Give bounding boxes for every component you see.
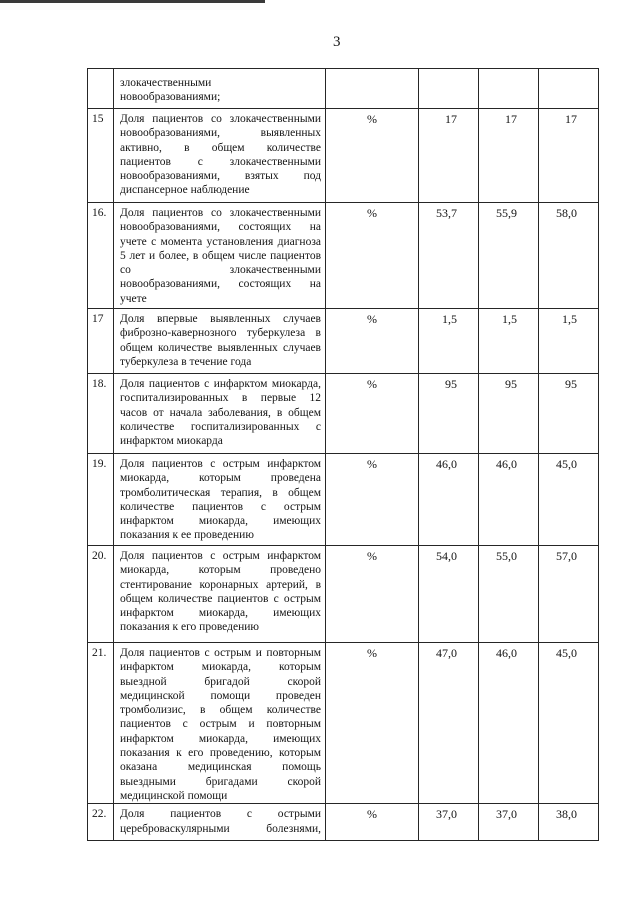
- value-cell: 55,0: [479, 546, 539, 643]
- indicator-description: [114, 546, 326, 643]
- value-cell: 37,0: [479, 804, 539, 841]
- value-cell: 1,5: [539, 309, 599, 374]
- description-line: Доля пациентов с острыми: [120, 808, 321, 821]
- table-row: [88, 454, 599, 546]
- unit-cell: %: [326, 546, 419, 643]
- value-cell: 1,5: [479, 309, 539, 374]
- table-row: [88, 309, 599, 374]
- indicator-description: [114, 203, 326, 309]
- description-line: новообразованиями, выявленных: [120, 127, 321, 140]
- description-line: показания к его проведению, которым: [120, 747, 321, 760]
- scan-edge-line: [0, 0, 265, 3]
- unit-cell: %: [326, 804, 419, 841]
- description-line: Доля пациентов с острым инфарктом: [120, 458, 321, 470]
- value-cell: 45,0: [539, 454, 599, 546]
- indicators-table-body: [88, 69, 599, 841]
- description-line: Доля пациентов со злокачественными: [120, 113, 321, 125]
- table-row: [88, 109, 599, 203]
- unit-cell: [326, 69, 419, 109]
- description-line: пациентов с злокачественными: [120, 155, 321, 168]
- description-line: Доля пациентов со злокачественными: [120, 207, 321, 219]
- description-line: количестве госпитализированных с: [120, 420, 321, 433]
- description-line: показания к его проведению: [120, 621, 259, 634]
- description-line: фиброзно-кавернозного туберкулеза в: [120, 327, 321, 340]
- description-line: 5 лет и более, в общем числе пациентов: [120, 249, 321, 262]
- value-cell: 17: [479, 109, 539, 203]
- value-cell: 47,0: [419, 643, 479, 804]
- description-line: злокачественными: [120, 77, 212, 89]
- indicator-description: [114, 643, 326, 804]
- description-line: новообразованиями;: [120, 91, 221, 104]
- description-line: выездной бригадой скорой: [120, 675, 321, 688]
- description-line: тромболизис, в общем количестве: [120, 704, 321, 717]
- description-line: активно, в общем количестве: [120, 141, 321, 154]
- unit-cell: %: [326, 309, 419, 374]
- value-cell: 38,0: [539, 804, 599, 841]
- description-line: туберкулеза в течение года: [120, 355, 252, 368]
- value-cell: 46,0: [419, 454, 479, 546]
- description-line: миокарда, которым проведена: [120, 472, 321, 485]
- unit-cell: %: [326, 374, 419, 454]
- description-line: выездными бригадами скорой: [120, 775, 321, 788]
- description-line: медицинской помощи: [120, 789, 228, 802]
- value-cell: [419, 69, 479, 109]
- value-cell: 17: [419, 109, 479, 203]
- value-cell: 17: [539, 109, 599, 203]
- description-line: Доля пациентов с инфарктом миокарда,: [120, 378, 321, 390]
- row-number: 15: [88, 109, 114, 203]
- description-line: цереброваскулярными болезнями,: [120, 822, 321, 835]
- description-line: общем количестве пациентов с острым: [120, 592, 321, 605]
- description-line: учете с момента установления диагноза: [120, 235, 321, 248]
- table-row: [88, 546, 599, 643]
- value-cell: 95: [419, 374, 479, 454]
- description-line: инфарктом миокарда, которым: [120, 661, 321, 674]
- description-line: миокарда, которым проведено: [120, 564, 321, 577]
- row-number: 20.: [88, 546, 114, 643]
- row-number: 19.: [88, 454, 114, 546]
- description-line: медицинской помощи проведен: [120, 689, 321, 702]
- value-cell: 46,0: [479, 454, 539, 546]
- indicators-table: [87, 68, 599, 841]
- value-cell: [539, 69, 599, 109]
- indicator-description: [114, 454, 326, 546]
- description-line: оказана медицинская помощь: [120, 761, 321, 774]
- row-number: 17: [88, 309, 114, 374]
- unit-cell: %: [326, 454, 419, 546]
- row-number: 16.: [88, 203, 114, 309]
- description-line: новообразованиями, состоящих на: [120, 221, 321, 234]
- value-cell: 95: [539, 374, 599, 454]
- value-cell: 46,0: [479, 643, 539, 804]
- description-line: тромболитическая терапия, в общем: [120, 486, 321, 499]
- description-line: диспансерное наблюдение: [120, 184, 250, 197]
- description-line: со злокачественными: [120, 264, 321, 277]
- description-line: инфарктом миокарда, имеющих: [120, 515, 321, 528]
- value-cell: 45,0: [539, 643, 599, 804]
- description-line: показания к ее проведению: [120, 529, 254, 542]
- description-line: общем количестве выявленных случаев: [120, 341, 321, 354]
- indicator-description: [114, 309, 326, 374]
- description-line: инфарктом миокарда: [120, 435, 223, 448]
- value-cell: 37,0: [419, 804, 479, 841]
- description-line: Доля пациентов с острым инфарктом: [120, 550, 321, 562]
- indicator-description: [114, 374, 326, 454]
- description-line: инфарктом миокарда, имеющих: [120, 607, 321, 620]
- value-cell: 53,7: [419, 203, 479, 309]
- row-number: [88, 69, 114, 109]
- description-line: часов от начала заболевания, в общем: [120, 406, 321, 419]
- description-line: новообразованиями, взятых под: [120, 170, 321, 183]
- description-line: госпитализированных в первые 12: [120, 392, 321, 405]
- row-number: 22.: [88, 804, 114, 841]
- indicator-description: [114, 69, 326, 109]
- description-line: учете: [120, 292, 147, 305]
- table-row: [88, 374, 599, 454]
- table-row: [88, 804, 599, 841]
- indicator-description: [114, 109, 326, 203]
- description-line: инфарктом миокарда, имеющих: [120, 732, 321, 745]
- description-line: пациентов с острым и повторным: [120, 718, 321, 731]
- table-row: [88, 69, 599, 109]
- value-cell: 57,0: [539, 546, 599, 643]
- table-row: [88, 203, 599, 309]
- description-line: стентирование коронарных артерий, в: [120, 578, 321, 591]
- page-number: 3: [333, 34, 341, 50]
- description-line: количестве пациентов с острым: [120, 500, 321, 513]
- value-cell: 95: [479, 374, 539, 454]
- indicator-description: [114, 804, 326, 841]
- value-cell: 54,0: [419, 546, 479, 643]
- description-line: новообразованиями, состоящих на: [120, 278, 321, 291]
- description-line: Доля впервые выявленных случаев: [120, 313, 321, 325]
- row-number: 21.: [88, 643, 114, 804]
- unit-cell: %: [326, 203, 419, 309]
- value-cell: 55,9: [479, 203, 539, 309]
- unit-cell: %: [326, 643, 419, 804]
- value-cell: [479, 69, 539, 109]
- description-line: Доля пациентов с острым и повторным: [120, 647, 321, 659]
- table-row: [88, 643, 599, 804]
- unit-cell: %: [326, 109, 419, 203]
- value-cell: 1,5: [419, 309, 479, 374]
- row-number: 18.: [88, 374, 114, 454]
- value-cell: 58,0: [539, 203, 599, 309]
